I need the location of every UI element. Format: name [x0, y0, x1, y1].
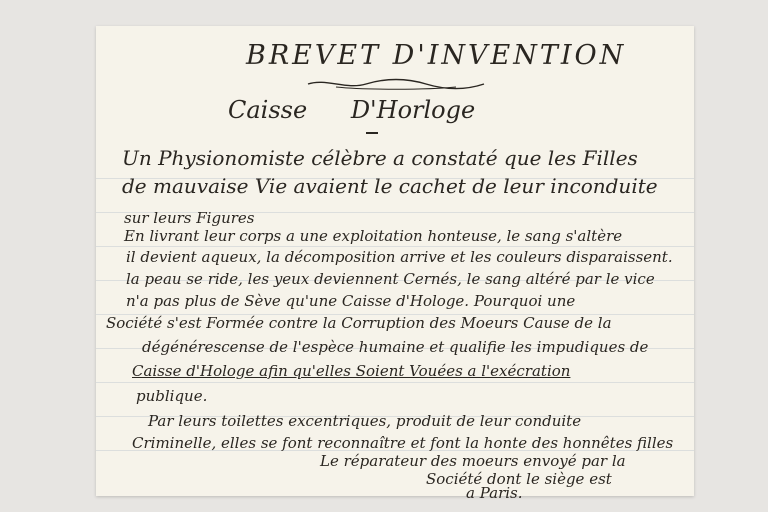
text-line: il devient aqueux, la décomposition arrive et les couleurs disparaissent. [126, 248, 673, 266]
text-line: la peau se ride, les yeux deviennent Cernés, le sang altéré par le vice [126, 270, 655, 288]
signature-line: Le réparateur des moeurs envoyé par la [320, 452, 626, 470]
text-line: de mauvaise Vie avaient le cachet de leur inconduite [122, 174, 658, 198]
text-line: Société s'est Formée contre la Corruption des Moeurs Cause de la [106, 314, 612, 332]
text-line: n'a pas plus de Sève qu'une Caisse d'Hologe. Pourquoi une [126, 292, 576, 310]
signature-line: a Paris. [466, 484, 523, 502]
ruled-line [96, 382, 694, 383]
manuscript-page [96, 26, 694, 502]
text-line: Criminelle, elles se font reconnaître et font la honte des honnêtes filles [132, 434, 674, 452]
title-flourish [306, 76, 486, 92]
text-line: sur leurs Figures [124, 209, 255, 227]
text-line: Par leurs toilettes excentriques, produit de leur conduite [148, 412, 582, 430]
separator-dash [366, 132, 378, 134]
text-line: publique. [136, 387, 208, 405]
text-line: Caisse d'Hologe afin qu'elles Soient Vouées a l'exécration [132, 362, 571, 380]
signature-line: Société dont le siège est [426, 470, 612, 488]
document-subtitle: Caisse D'Horloge [228, 96, 476, 124]
text-line: En livrant leur corps a une exploitation honteuse, le sang s'altère [124, 227, 623, 245]
text-line: Un Physionomiste célèbre a constaté que les Filles [122, 146, 638, 170]
document-title: BREVET D'INVENTION [246, 40, 627, 71]
text-line: dégénérescense de l'espèce humaine et qualifie les impudiques de [142, 338, 649, 356]
ruled-line [96, 246, 694, 247]
